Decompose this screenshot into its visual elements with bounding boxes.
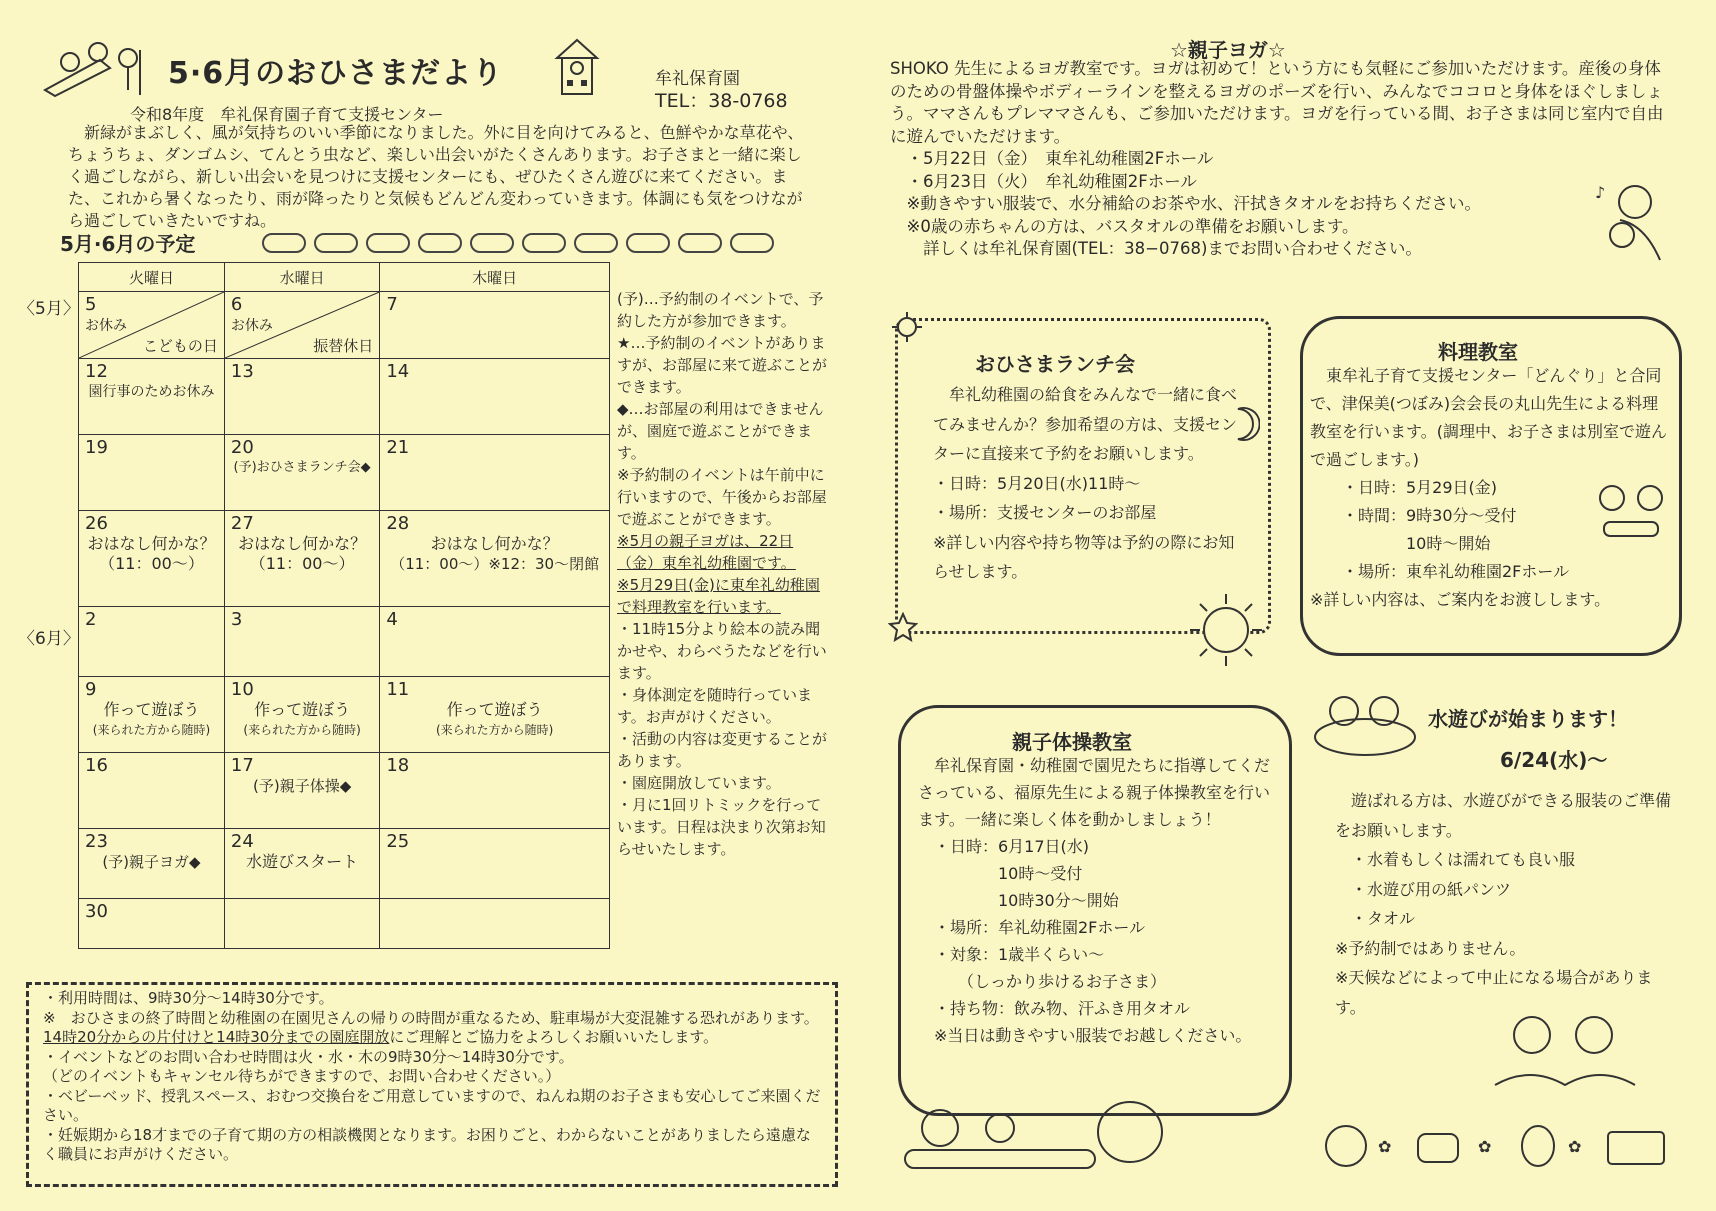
svg-text:✿: ✿ (1568, 1137, 1582, 1156)
calendar-cell (224, 753, 379, 829)
page-title: 5·6月のおひさまだより (168, 56, 504, 91)
calendar-cell (79, 753, 225, 829)
event-label: 水遊びスタート (246, 852, 359, 871)
event-label-2: (来られた方から随時) (243, 723, 361, 737)
calendar-cell (79, 292, 225, 359)
event-label: おはなし何かな？ (238, 534, 367, 553)
day-number: 20 (230, 437, 254, 458)
day-number: 21 (386, 437, 410, 458)
day-number: 13 (230, 361, 254, 382)
usage-hours: ・利用時間は、9時30分〜14時30分です。 (43, 989, 334, 1007)
event-label: おはなし何かな？ (87, 534, 216, 553)
lunch-title: おひさまランチ会 (975, 352, 1135, 376)
calendar-cell (380, 829, 610, 899)
svg-text:♪: ♪ (1595, 183, 1606, 202)
calendar-cell (380, 677, 610, 753)
event-label: (予)親子ヨガ◆ (102, 853, 201, 871)
event-label: 作って遊ぼう (446, 700, 543, 719)
kids-splashing-illustration (1490, 1005, 1640, 1095)
animals-illustration (900, 1090, 1170, 1175)
calendar-cell (380, 511, 610, 607)
day-number: 28 (386, 513, 410, 534)
children-slide-illustration (40, 40, 152, 98)
intro-text: 新緑がまぶしく、風が気持ちのいい季節になりました。外に目を向けてみると、色鮮やかな草花や、ちょうちょ、ダンゴムシ、てんとう虫など、楽しい出会いがたくさんあります。お子さまと一緒に楽しく過ごしながら、新しい出会いを見つけに支援センターにも、ぜひたくさん遊びに来てください。また、これから暑くなったり、雨が降ったりと気候もどんどん変わっていきます。体調にも気をつけながら過ごしていきたいですね。 (68, 123, 804, 230)
day-number: 5 (85, 294, 97, 315)
event-label: 園行事のためお休み (88, 384, 215, 400)
diagonal-line (79, 292, 224, 358)
calendar-cell (224, 607, 379, 677)
calendar-cell (380, 607, 610, 677)
calendar-cell (224, 359, 379, 435)
calendar-row (79, 607, 610, 677)
nursery-name: 牟礼保育園 (655, 69, 740, 89)
calendar-row (79, 753, 610, 829)
month-label-june: 〈6月〉 (18, 629, 80, 649)
exercise-body: 牟礼保育園・幼稚園で園児たちに指導してくださっている、福原先生による親子体操教室を行います。一緒に楽しく体を動かしましょう！ ・日時：6月17日(水) 10時〜受付 10時30分〜開始 ・場所：牟礼幼稚園2Fホール ・対象：1歳半くらい〜 （しっかり歩けるお子さま） ・持ち物：飲み物、汗ふき用タオル ※当日は動きやすい服装でお越しください。 (918, 756, 1271, 1045)
day-number: 17 (230, 755, 254, 776)
event-label-2: （11：00〜） (99, 554, 204, 573)
calendar-row (79, 511, 610, 607)
center-name: 令和8年度 牟礼保育園子育て支援センター (130, 105, 444, 124)
calendar-cell (380, 435, 610, 511)
event-label: 作って遊ぼう (254, 700, 351, 719)
pool-kids-illustration (1310, 685, 1420, 760)
calendar-row (79, 292, 610, 359)
calendar-header-row (79, 263, 610, 292)
water-play-title: 水遊びが始まります！ (1428, 707, 1628, 731)
cooking-body: 東牟礼子育て支援センター「どんぐり」と合同で、津保美(つぼみ)会会長の丸山先生による料理教室を行います。(調理中、お子さまは別室で遊んで過ごします。) ・日時：5月29日(金) ・時間：9時30分〜受付 10時〜開始 ・場所：東牟礼幼稚園2Fホール ※詳しい内容は、ご案内をお渡しします。 (1310, 366, 1667, 609)
event-label-2: 振替休日 (313, 337, 374, 355)
notes-legend: (予)…予約制のイベントで、予約した方が参加できます。 ★…予約制のイベントがありますが、お部屋に来て遊ぶことができます。 ◆…お部屋の利用はできませんが、園庭で遊ぶことができます。 ※予約制のイベントは午前中に行いますので、午後からお部屋で遊ぶことができます。 (617, 290, 828, 528)
sun-icon (890, 310, 924, 344)
day-number: 6 (230, 294, 243, 315)
calendar-cell (380, 359, 610, 435)
day-number: 9 (85, 679, 97, 700)
event-label: 作って遊ぼう (103, 700, 200, 719)
calendar-cell (79, 511, 225, 607)
notes-misc: ・11時15分より絵本の読み聞かせや、わらべうたなどを行います。 ・身体測定を随時行っています。お声がけください。 ・活動の内容は変更することがあります。 ・園庭開放しています。 ・月に1回リトミックを行っています。日程は決まり次第お知らせいたします。 (617, 620, 828, 858)
header-thursday: 木曜日 (380, 263, 610, 292)
calendar-cell (224, 435, 379, 511)
calendar-cell (224, 292, 379, 359)
event-label: おはなし何かな？ (430, 534, 559, 553)
water-play-date: 6/24(水)〜 (1500, 748, 1608, 772)
event-label: (予)親子体操◆ (252, 777, 352, 795)
day-number: 18 (386, 755, 410, 776)
event-label-2: （11：00〜） (249, 554, 355, 573)
day-number: 7 (386, 294, 398, 315)
star-icon (888, 612, 918, 642)
inquiry-info: ・イベントなどのお問い合わせ時間は火・水・木の9時30分〜14時30分です。 （どのイベントもキャンセル待ちができますので、お問い合わせください。） ・ベビーベッド、授乳スペース、おむつ交換台をご用意していますので、ねんね期のお子さまも安心してご来園ください。 ・妊娠期から18才までの子育て期の方の相談機関となります。お困りごと、わからないことがありましたら遠慮なく職員にお声がけください。 (43, 1047, 821, 1163)
calendar-row (79, 677, 610, 753)
calendar-cell (79, 435, 225, 511)
event-label: お休み (230, 318, 273, 334)
diagonal-line (225, 292, 379, 358)
event-label: (予)おひさまランチ会◆ (233, 460, 371, 475)
event-label-2: (来られた方から随時) (435, 723, 554, 737)
cooking-title: 料理教室 (1438, 340, 1518, 364)
event-label-2: (来られた方から随時) (92, 723, 211, 737)
day-number: 4 (386, 609, 398, 630)
calendar-cell (79, 829, 225, 899)
event-label-2: （11：00〜）※12：30〜閉館 (390, 555, 600, 573)
day-number: 24 (230, 831, 254, 852)
month-label-may: 〈5月〉 (18, 299, 80, 319)
event-label-2: こどもの日 (142, 337, 218, 355)
mother-baby-illustration (1590, 180, 1675, 270)
exercise-title: 親子体操教室 (1012, 730, 1132, 754)
calendar-cell (380, 753, 610, 829)
summer-items-decoration (1318, 1120, 1678, 1172)
schedule-title: 5月·6月の予定 (60, 232, 196, 256)
parking-notice: ※ おひさまの終了時間と幼稚園の在園児さんの帰りの時間が重なるため、駐車場が大変混雑する恐れがあります。14時20分からの片付けと14時30分までの園庭開放にご理解とご協力をよろしくお願いいたします。 (43, 1008, 819, 1046)
calendar-cell (79, 899, 225, 949)
calendar-cell (79, 677, 225, 753)
day-number: 11 (386, 679, 410, 700)
day-number: 30 (85, 901, 108, 922)
nursery-phone: TEL：38-0768 (655, 90, 788, 112)
day-number: 14 (386, 361, 410, 382)
day-number: 19 (85, 437, 108, 458)
day-number: 27 (230, 513, 254, 534)
yoga-body: SHOKO 先生によるヨガ教室です。ヨガは初めて！という方にも気軽にご参加いただけます。産後の身体のための骨盤体操やボディーラインを整えるヨガのポーズを行い、みんなでココロと身体をほぐしましょう。ママさんもプレママさんも、ご参加いただけます。ヨガを行っている間、お子さまは同じ室内で自由に遊んでいただけます。 ・5月22日（金） 東牟礼幼稚園2Fホール ・6月23日（火） 牟礼幼稚園2Fホール ※動きやすい服装で、水分補給のお茶や水、汗拭きタオルをお持ちください。 ※0歳の赤ちゃんの方は、バスタオルの準備をお願いします。 詳しくは牟礼保育園(TEL：38−0768)までお問い合わせください。 (890, 59, 1664, 258)
calendar-row (79, 899, 610, 949)
sun-face-icon (1186, 590, 1266, 670)
day-number: 2 (85, 609, 97, 630)
calendar-cell (79, 607, 225, 677)
notes-underlined: ※5月の親子ヨガは、22日（金）東牟礼幼稚園です。 ※5月29日(金)に東牟礼幼稚園で料理教室を行います。 (617, 532, 820, 616)
water-play-body: 遊ばれる方は、水遊びができる服装のご準備をお願いします。 ・水着もしくは濡れても良い服 ・水遊び用の紙パンツ ・タオル ※予約制ではありません。 ※天候などによって中止になる場合があります。 (1335, 791, 1672, 1017)
svg-text:✿: ✿ (1478, 1137, 1492, 1156)
day-number: 23 (85, 831, 108, 852)
calendar-cell (79, 359, 225, 435)
event-label: お休み (85, 318, 127, 334)
schedule-calendar (78, 262, 610, 949)
yoga-title: ☆親子ヨガ☆ (1170, 38, 1286, 62)
day-number: 3 (230, 609, 243, 630)
calendar-row (79, 359, 610, 435)
calendar-cell (224, 829, 379, 899)
header-tuesday: 火曜日 (79, 263, 225, 292)
calendar-cell (224, 677, 379, 753)
lunch-body: 牟礼幼稚園の給食をみんなで一緒に食べてみませんか？参加希望の方は、支援センターに直接来て予約をお願いします。 ・日時：5月20日(水)11時〜 ・場所：支援センターのお部屋 ※詳しい内容や持ち物等は予約の際にお知らせします。 (933, 385, 1238, 581)
cooking-kids-illustration (1590, 480, 1672, 550)
svg-text:✿: ✿ (1378, 1137, 1392, 1156)
calendar-row (79, 435, 610, 511)
day-number: 12 (85, 361, 108, 382)
schedule-notes (617, 288, 829, 860)
decorative-fish-border (262, 230, 817, 256)
day-number: 26 (85, 513, 108, 534)
calendar-row (79, 829, 610, 899)
day-number: 16 (85, 755, 108, 776)
day-number: 10 (230, 679, 254, 700)
clock-house-icon (553, 36, 601, 98)
calendar-cell (224, 511, 379, 607)
calendar-cell (224, 899, 379, 949)
calendar-cell (380, 292, 610, 359)
header-wednesday: 水曜日 (224, 263, 379, 292)
day-number: 25 (386, 831, 410, 852)
calendar-cell (380, 899, 610, 949)
usage-info-box (26, 982, 838, 1187)
